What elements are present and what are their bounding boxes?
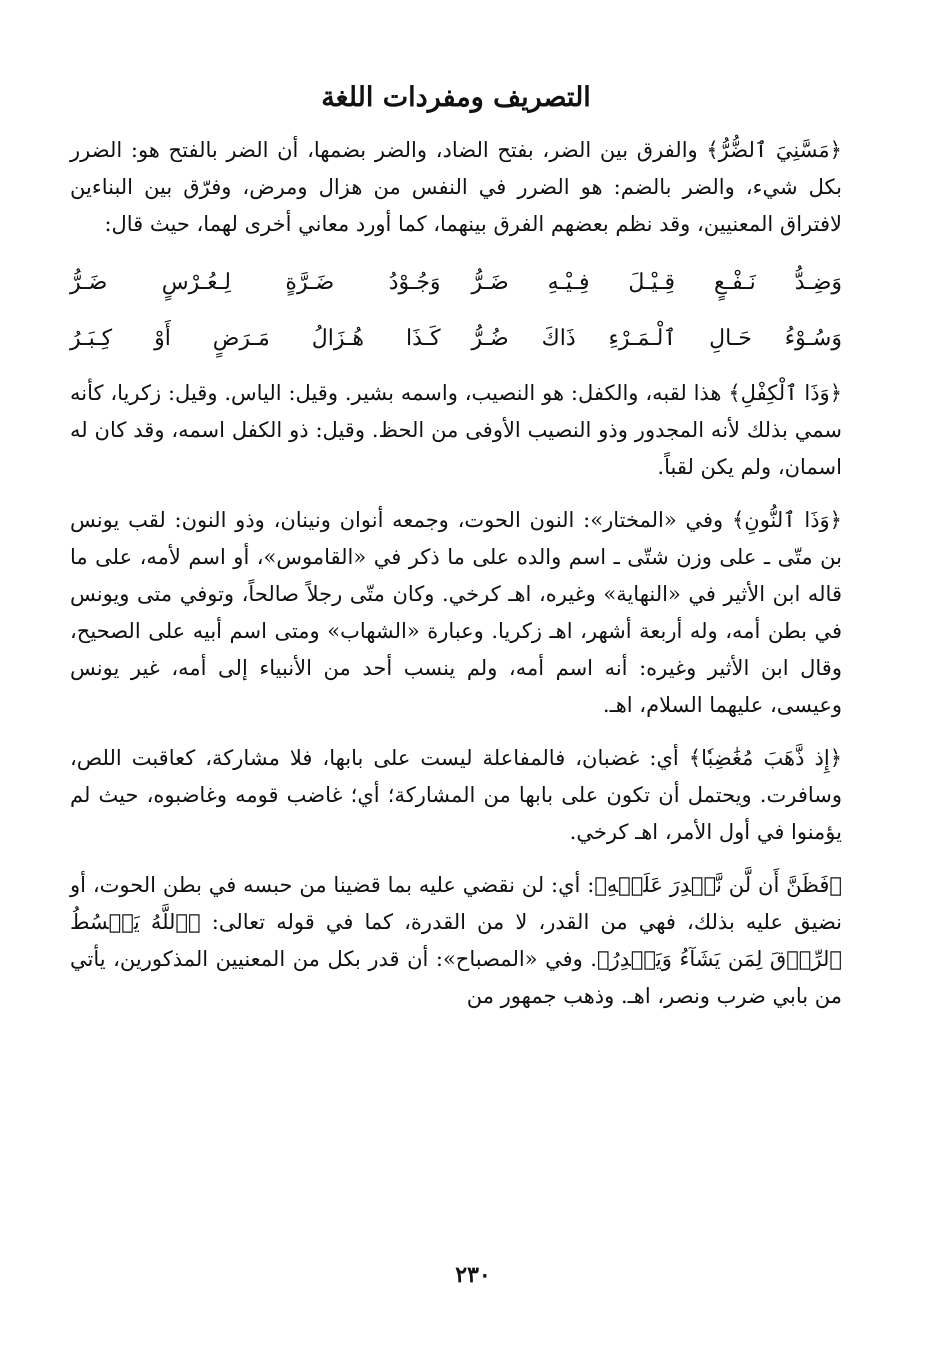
page-number: ٢٣٠ <box>455 1262 491 1288</box>
poem-hemistich-first: وَسُـوْءُ حَـالِ ٱلْـمَـرْءِ ذَاكَ ضُـرُّ <box>471 326 842 351</box>
poem-line <box>70 311 842 367</box>
page-title: التصريف ومفردات اللغة <box>321 82 591 113</box>
poem-hemistich-first: وَضِـدُّ نَـفْـعٍ قِـيْـلَ فِـيْـهِ ضَـرُّ <box>471 270 842 295</box>
page-body <box>70 78 842 1031</box>
paragraph-mughadiban: ﴿إِذ ذَّهَبَ مُغَٰضِبٗا﴾ أي: غضبان، فالمفاعلة ليست على بابها، فلا مشاركة، كعاقبت اللص، وسافرت. ويحتمل أن تكون على بابها من المشاركة؛ أي؛ غاضب قومه وغاضبوه، حيث لم يؤمنوا في أول الأمر، اهـ كرخي. <box>70 746 842 844</box>
poem-hemistich-second: كَـذَا هُـزَالُ مَـرَضٍ أَوْ كِـبَـرُ <box>70 326 441 351</box>
poem-line <box>70 255 842 311</box>
poem-hemistich-second: وَجُـوْدُ ضَـرَّةٍ لِـعُـرْسٍ ضَـرُّ <box>70 270 441 295</box>
paragraph-dhul-kifl: ﴿وَذَا ٱلْكِفْلِ﴾ هذا لقبه، والكفل: هو النصيب، واسمه بشير. وقيل: الياس. وقيل: زكريا، كأنه سمي بذلك لأنه المجدور وذو النصيب الأوفى من الحظ. وقيل: ذو الكفل اسمه، وقد كان له اسمان، ولم يكن لقباً. <box>70 381 842 479</box>
poem <box>70 255 842 367</box>
paragraph-dhun-nun: ﴿وَذَا ٱلنُّونِ﴾ وفي «المختار»: النون الحوت، وجمعه أنوان ونينان، وذو النون: لقب يونس بن متّى ـ على وزن شتّى ـ اسم والده على ما ذكر في «القاموس»، أو اسم لأمه، على ما قاله ابن الأثير في «النهاية» وغيره، اهـ كرخي. وكان متّى رجلاً صالحاً، وتوفي متى ويونس في بطن أمه، وله أربعة أشهر، اهـ زكريا. وعبارة «الشهاب» ومتى اسم أبيه على الصحيح، وقال ابن الأثير وغيره: أنه اسم أمه، ولم ينسب أحد من الأنبياء إلى أمه، غير يونس وعيسى، عليهما السلام، اهـ. <box>70 508 842 717</box>
paragraph-naqdir: ﴿فَظَنَّ أَن لَّن نَّقۡدِرَ عَلَيۡهِ﴾: أي: لن نقضي عليه بما قضينا من حبسه في بطن الحوت، أو نضيق عليه بذلك، فهي من القدر، لا من القدرة، كما في قوله تعالى: ﴿ٱللَّهُ يَبۡسُطُ ٱلرِّزۡقَ لِمَن يَشَآءُ وَيَقۡدِرُ﴾. وفي «المصباح»: أن قدر بكل من المعنيين المذكورين، يأتي من بابي ضرب ونصر، اهـ. وذهب جمهور من <box>70 873 842 1008</box>
paragraph-dhurr: ﴿مَسَّنِيَ ٱلضُّرُّ﴾ والفرق بين الضر، بفتح الضاد، والضر بضمها، أن الضر بالفتح هو: الضرر بكل شيء، والضر بالضم: هو الضرر في النفس من هزال ومرض، وفرّق بين البناءين لافتراق المعنيين، وقد نظم بعضهم الفرق بينهما، كما أورد معاني أخرى لهما، حيث قال: <box>70 138 842 236</box>
